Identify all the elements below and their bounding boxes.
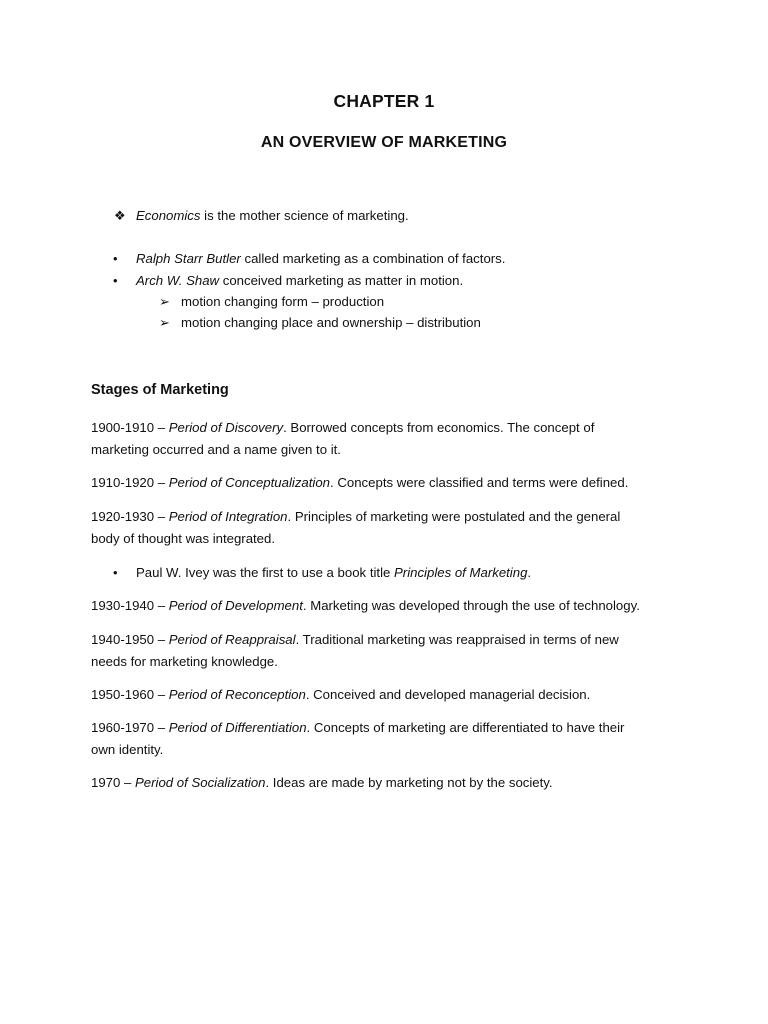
intro-bullet-butler: Ralph Starr Butler called marketing as a combination of factors. xyxy=(136,251,506,266)
chapter-title: AN OVERVIEW OF MARKETING xyxy=(260,134,508,151)
arrow-bullet-icon: ➢ xyxy=(159,294,170,309)
intro-diamond-item: Economics is the mother science of marketing. xyxy=(136,208,409,223)
arrow-item-production: motion changing form – production xyxy=(181,294,385,309)
chapter-number: CHAPTER 1 xyxy=(333,91,435,111)
arrow-item-distribution: motion changing place and ownership – distribution xyxy=(181,315,481,330)
section-heading-stages: Stages of Marketing xyxy=(91,382,229,398)
bullet-icon: • xyxy=(113,273,118,288)
ivey-note: Paul W. Ivey was the first to use a book title Principles of Marketing. xyxy=(136,565,532,580)
period-1960-1970: 1960-1970 – Period of Differentiation. Concepts of marketing are differentiated to have their own identity. xyxy=(91,720,625,757)
term-economics: Economics xyxy=(136,208,201,223)
bullet-icon: • xyxy=(113,251,118,266)
period-1930-1940: 1930-1940 – Period of Development. Marketing was developed through the use of technology. xyxy=(91,598,640,613)
intro-bullet-shaw: Arch W. Shaw conceived marketing as matter in motion. xyxy=(136,273,464,288)
period-1950-1960: 1950-1960 – Period of Reconception. Conceived and developed managerial decision. xyxy=(91,687,591,702)
diamond-bullet-icon: ❖ xyxy=(114,208,126,223)
period-1920-1930: 1920-1930 – Period of Integration. Principles of marketing were postulated and the general body of thought was integrated. xyxy=(91,509,621,546)
period-1970: 1970 – Period of Socialization. Ideas are made by marketing not by the society. xyxy=(91,775,553,790)
period-1940-1950: 1940-1950 – Period of Reappraisal. Traditional marketing was reappraised in terms of new needs for marketing knowledge. xyxy=(91,632,619,669)
arrow-bullet-icon: ➢ xyxy=(159,315,170,330)
period-1910-1920: 1910-1920 – Period of Conceptualization. Concepts were classified and terms were defined. xyxy=(91,475,629,490)
bullet-icon: • xyxy=(113,565,118,580)
period-1900-1910: 1900-1910 – Period of Discovery. Borrowed concepts from economics. The concept of marketing occurred and a name given to it. xyxy=(91,420,595,457)
